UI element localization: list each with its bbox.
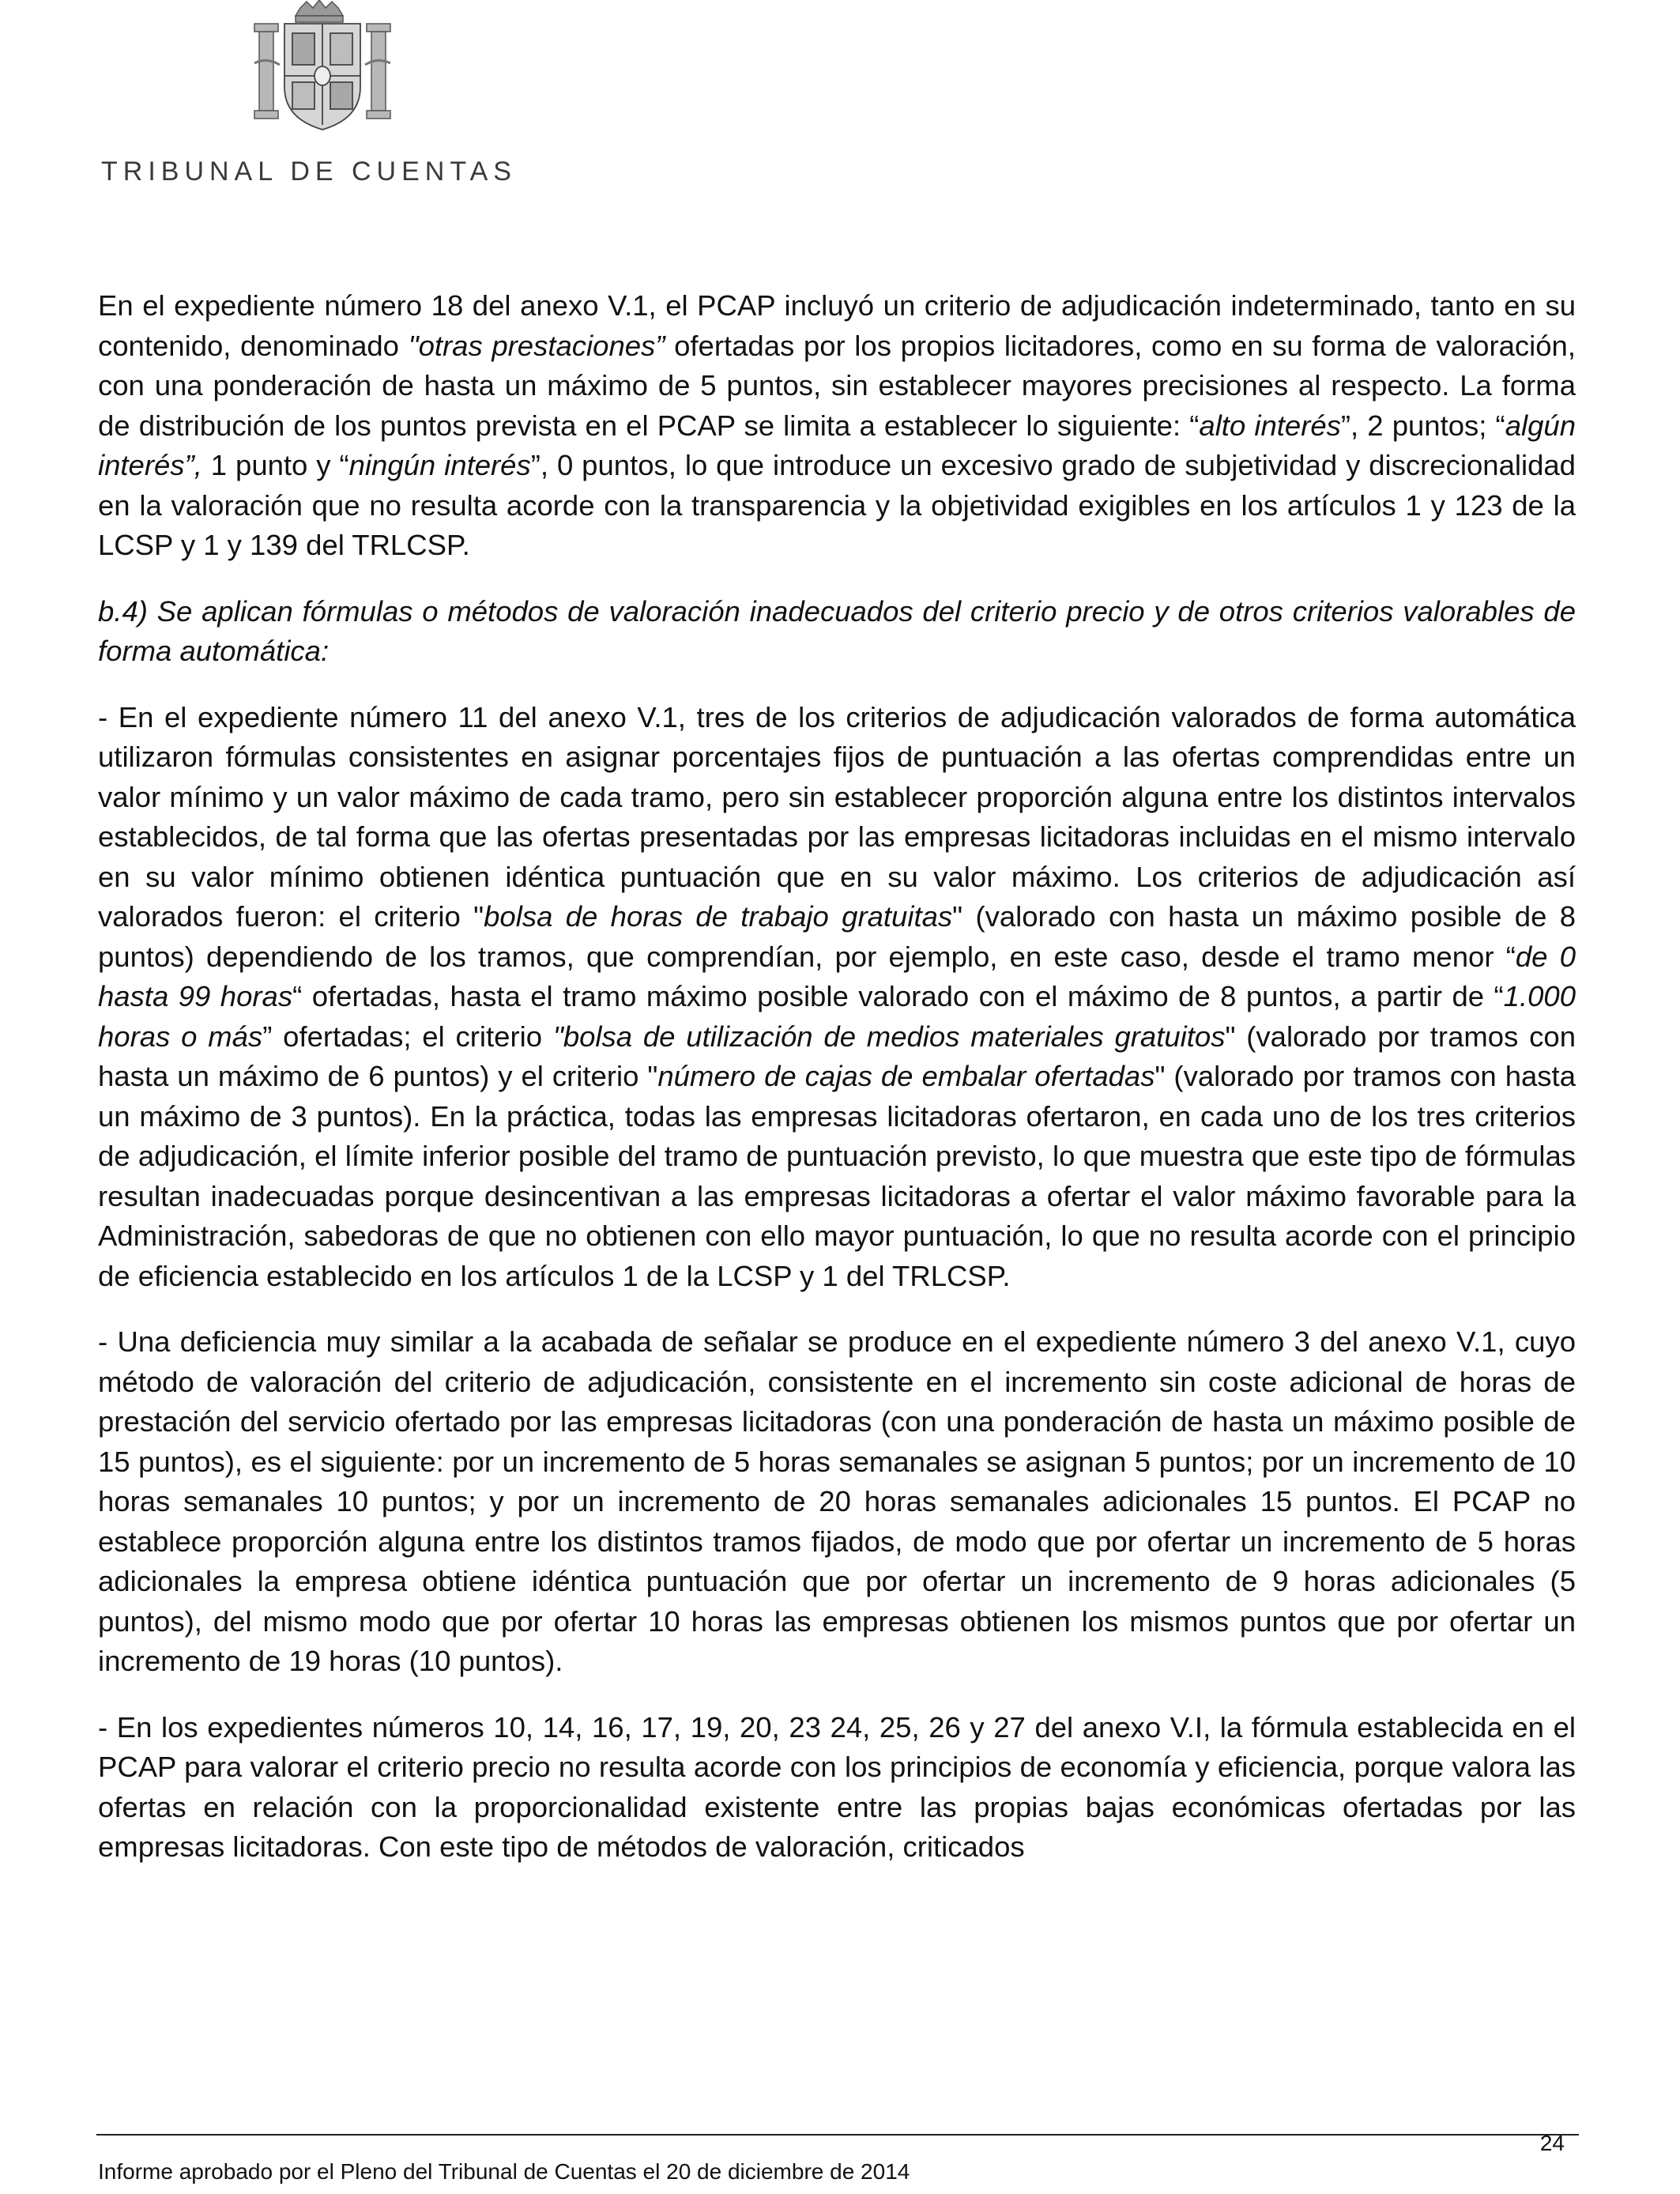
text-run: “ ofertadas, hasta el tramo máximo posible valorado con el máximo de 8 puntos, a partir de “ (292, 980, 1504, 1012)
italic-run: de 0 hasta 99 horas (98, 940, 1576, 1012)
text-run: ”, 2 puntos; “ (1340, 409, 1505, 442)
text-run: " (valorado por tramos con hasta un máximo de 6 puntos) y el criterio " (98, 1020, 1576, 1092)
paragraph-expedientes-varios: - En los expedientes números 10, 14, 16, 17, 19, 20, 23 24, 25, 26 y 27 del anexo V.I, la fórmula establecida en el PCAP para valorar el criterio precio no resulta acorde con los principios de economía y eficiencia, porque valora las ofertas en relación con la proporcionalidad existente entre las propias bajas económicas ofertadas por las empresas licitadoras. Con este tipo de métodos de valoración, criticados (98, 1710, 1576, 1863)
italic-run: "bolsa de utilización de medios materiales gratuitos (552, 1020, 1226, 1053)
paragraph-expediente-11 (98, 698, 1576, 1297)
italic-run: número de cajas de embalar ofertadas (657, 1060, 1155, 1092)
text-run: ” ofertadas; el criterio (262, 1020, 553, 1053)
italic-run: ningún interés (348, 449, 531, 481)
text-run: - En el expediente número 11 del anexo V.1, tres de los criterios de adjudicación valorados de forma automática utilizaron fórmulas consistentes en asignar porcentajes fijos de puntuación a las ofertas comprendidas entre un valor mínimo y un valor máximo de cada tramo, pero sin establecer proporción alguna entre los distintos intervalos establecidos, de tal forma que las ofertas presentadas por las empresas licitadoras incluidas en el mismo intervalo en su valor mínimo obtienen idéntica puntuación que en su valor máximo. Los criterios de adjudicación así valorados fueron: el criterio " (98, 700, 1576, 933)
text-run: " (valorado con hasta un máximo posible de 8 puntos) dependiendo de los tramos, que comprendían, por ejemplo, en este caso, desde el tramo menor “ (98, 900, 1576, 973)
paragraph-expediente-18 (98, 286, 1576, 566)
paragraph-expediente-3: - Una deficiencia muy similar a la acabada de señalar se produce en el expediente número 3 del anexo V.1, cuyo método de valoración del criterio de adjudicación, consistente en el incremento sin coste adicional de horas de prestación del servicio ofertado por las empresas licitadoras (con una ponderación de hasta un máximo posible de 15 puntos), es el siguiente: por un incremento de 5 horas semanales se asignan 5 puntos; por un incremento de 10 horas semanales 10 puntos; y por un incremento de 20 horas semanales adicionales 15 puntos. El PCAP no establece proporción alguna entre los distintos tramos fijados, de modo que por ofertar un incremento de 5 horas adicionales la empresa obtiene idéntica puntuación que por ofertar un incremento de 9 horas adicionales (5 puntos), del mismo modo que por ofertar 10 horas las empresas obtienen los mismos puntos que por ofertar un incremento de 19 horas (10 puntos). (98, 1325, 1576, 1677)
italic-run: bolsa de horas de trabajo gratuitas (484, 900, 953, 933)
section-heading-b4: b.4) Se aplican fórmulas o métodos de valoración inadecuados del criterio precio y de otros criterios valorables de forma automática: (98, 594, 1576, 667)
text-run: En el expediente número 18 del anexo V.1, el PCAP incluyó un criterio de adjudicación indeterminado, tanto en su contenido, denominado (98, 289, 1576, 362)
text-run: ”, 0 puntos, lo que introduce un excesivo grado de subjetividad y discrecionalidad en la valoración que no resulta acorde con la transparencia y la objetividad exigibles en los artículos 1 y 123 de la LCSP y 1 y 139 del TRLCSP. (98, 449, 1576, 561)
text-run: ofertadas por los propios licitadores, como en su forma de valoración, con una ponderación de hasta un máximo de 5 puntos, sin establecer mayores precisiones al respecto. La forma de distribución de los puntos prevista en el PCAP se limita a establecer lo siguiente: “ (98, 329, 1576, 442)
text-run: 1 punto y “ (202, 449, 349, 481)
page-number: 24 (1539, 2131, 1565, 2155)
footer-divider (96, 2134, 1579, 2136)
italic-run: 1.000 horas o más (98, 980, 1576, 1053)
italic-run: algún interés”, (98, 409, 1576, 481)
institution-name: TRIBUNAL DE CUENTAS (101, 156, 517, 187)
document-body (98, 286, 1576, 1868)
italic-run: "otras prestaciones” (408, 329, 665, 362)
coat-of-arms-icon (251, 0, 394, 133)
text-run: " (valorado por tramos con hasta un máximo de 3 puntos). En la práctica, todas las empresas licitadoras ofertaron, en cada uno de los tres criterios de adjudicación, el límite inferior posible del tramo de puntuación previsto, lo que muestra que este tipo de fórmulas resultan inadecuadas porque desincentivan a las empresas licitadoras a ofertar el valor máximo favorable para la Administración, sabedoras de que no obtienen con ello mayor puntuación, lo que no resulta acorde con el principio de eficiencia establecido en los artículos 1 de la LCSP y 1 del TRLCSP. (98, 1060, 1576, 1292)
footer-text: Informe aprobado por el Pleno del Tribunal de Cuentas el 20 de diciembre de 2014 (98, 2159, 910, 2184)
italic-run: alto interés (1199, 409, 1341, 442)
